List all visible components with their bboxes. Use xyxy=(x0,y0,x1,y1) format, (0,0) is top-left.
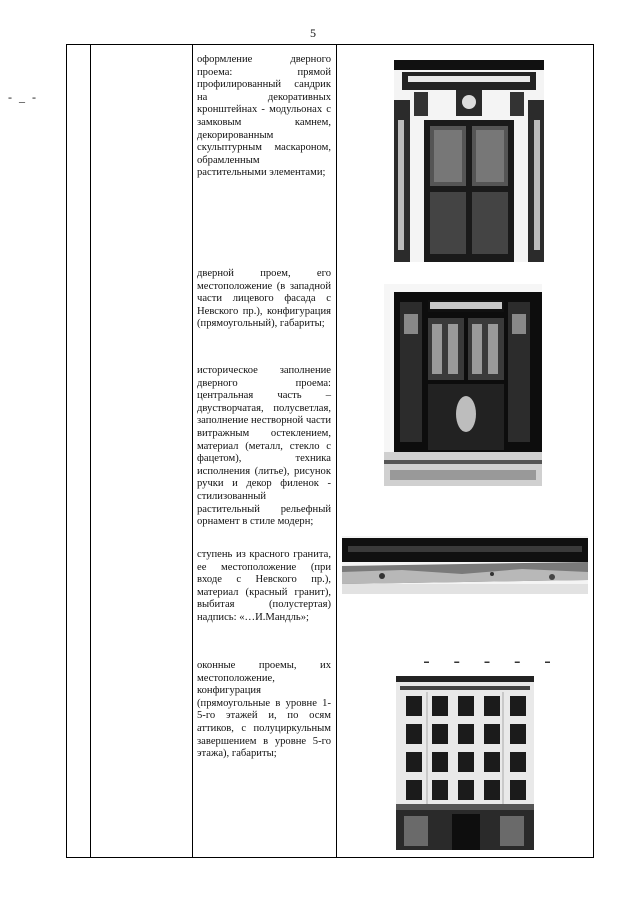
stained-glass-door-image xyxy=(384,284,542,486)
row-text-door-location: дверной проем, его местоположение (в западной части лицевого фасада с Невского пр.), конфигурация (прямоугольный), габариты; xyxy=(197,268,331,330)
row-text-window-openings: оконные проемы, их местоположение, конфигурация (прямоугольные в уровне 1-5-го этажей и, по осям аттиков, с полуциркульным завершением в уровне 5-го этажа), габариты; xyxy=(197,660,331,760)
margin-mark: - _ - xyxy=(8,90,38,104)
facade-windows-photo xyxy=(396,676,534,850)
granite-step-image xyxy=(342,536,588,594)
photo-caption-strip: ▬ ▬ ▬ ▬ ▬ xyxy=(424,660,562,665)
column-divider-2 xyxy=(192,45,193,857)
facade-windows-image xyxy=(396,676,534,850)
row-text-door-filling: историческое заполнение дверного проема: центральная часть – двустворчатая, полусветлая, заполнение нестворной части витражным остеклением, материал (металл, стекло с фацетом), техника исполнения (литье), рисунок ручки и декор филенок - стилизованный растительный рельефный орнамент в стиле модерн; xyxy=(197,365,331,528)
door-portal-image xyxy=(394,60,544,262)
stained-glass-door-photo xyxy=(384,284,542,486)
column-divider-1 xyxy=(90,45,91,857)
granite-step-photo xyxy=(342,536,588,594)
column-divider-3 xyxy=(336,45,337,857)
row-text-door-sandrik: оформление дверного проема: прямой профилированный сандрик на декоративных кронштейнах - модульонах с замковым камнем, декорированным скульптурным маскароном, обрамленным растительными элементами; xyxy=(197,54,331,179)
page-number: 5 xyxy=(310,26,316,40)
door-portal-photo xyxy=(394,60,544,262)
row-text-granite-step: ступень из красного гранита, ее местоположение (при входе с Невского пр.), материал (красный гранит), выбитая (полустертая) надпись: «…И.Мандль»; xyxy=(197,549,331,623)
